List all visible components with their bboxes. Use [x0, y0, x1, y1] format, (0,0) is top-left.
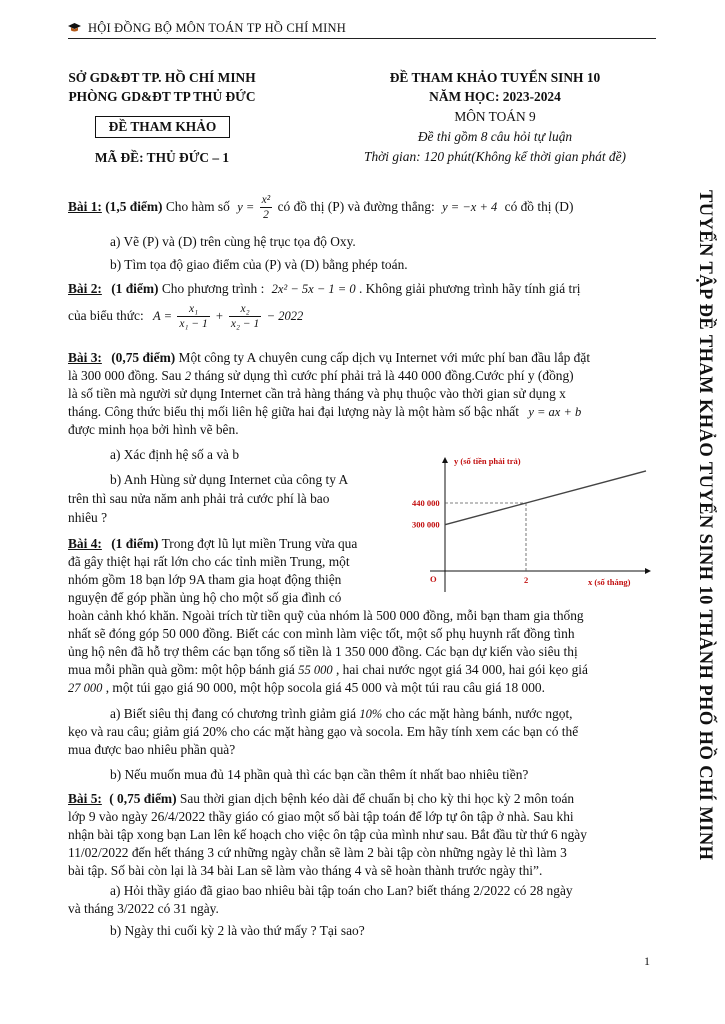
bai4-part-a-1 — [110, 705, 573, 723]
bai1-points: (1,5 điểm) — [105, 199, 163, 215]
bai2-f1-den: x₁ − 1 — [179, 317, 208, 330]
bai4-line-1 — [68, 535, 357, 552]
bai4-part-b: b) Nếu muốn mua đủ 14 phần quà thì các bạn cần thêm ít nhất bao nhiêu tiền? — [110, 767, 529, 782]
bai3-text-2b: tháng sử dụng thì cước phí phải trả là 440 000 đồng.Cước phí y (đồng) — [194, 368, 574, 383]
bai2-expression — [68, 302, 303, 331]
bai2-text-2: . Không giải phương trình hãy tính giá trị — [358, 281, 581, 296]
bai4-a-text-1: a) Biết siêu thị đang có chương trình giảm giá — [110, 706, 357, 721]
page-number: 1 — [644, 954, 650, 968]
reference-exam-box: ĐỀ THAM KHẢO — [95, 116, 230, 138]
bai2-statement — [68, 280, 580, 298]
bai1-line-equation: y = −x + 4 — [442, 200, 498, 215]
bai5-line-4: 11/02/2022 đến hết tháng 3 cứ những ngày chẵn sẽ làm 2 bài tập còn những ngày lẻ thì làm 3 — [68, 845, 567, 860]
bai1-text-1: Cho hàm số — [165, 199, 230, 215]
bai4-line-7: ủng hộ nên đã hỗ trợ thêm các bạn tổng số tiền là 1 350 000 đồng. Các bạn dự kiến vào siêu thị — [68, 644, 578, 659]
origin-label: O — [430, 574, 437, 584]
bai1-fn-lhs: y = — [237, 200, 255, 215]
bai5-part-b: b) Ngày thi cuối kỳ 2 là vào thứ mấy ? Tại sao? — [110, 923, 365, 938]
bai1-frac-num: x² — [261, 194, 271, 206]
vertical-collection-title: TUYỂN TẬP ĐỀ THAM KHẢO TUYỂN SINH 10 THÀNH PHỐ HỒ CHÍ MINH — [695, 190, 715, 861]
bai1-fraction — [260, 194, 273, 222]
bai2-fraction-2 — [229, 303, 261, 331]
bai3-text-4a: tháng. Công thức biểu thị mối liên hệ giữa hai đại lượng này là một hàm số bậc nhất — [68, 404, 519, 419]
bai3-line-1 — [68, 349, 590, 366]
bai4-text-1: Trong đợt lũ lụt miền Trung vừa qua — [161, 536, 358, 551]
x-axis-label: x (số tháng) — [588, 577, 631, 587]
bai1-text-2: có đồ thị (P) và đường thẳng: — [277, 199, 435, 215]
bai3-linear-eq: y = ax + b — [528, 405, 582, 419]
bai3-part-b-1: b) Anh Hùng sử dụng Internet của công ty A — [110, 472, 349, 487]
bai1-part-a: a) Vẽ (P) và (D) trên cùng hệ trục tọa độ Oxy. — [110, 234, 356, 249]
bai4-points: (1 điểm) — [111, 536, 159, 551]
bai4-line-4: nguyện để góp phần ủng hộ cho một số gia đình có — [68, 590, 342, 605]
bai1-part-b: b) Tìm tọa độ giao điểm của (P) và (D) bằng phép toán. — [110, 257, 408, 272]
bai2-text-3: của biểu thức: — [68, 308, 144, 323]
bai4-line-2: đã gây thiệt hại rất lớn cho các tỉnh miền Trung, một — [68, 554, 350, 569]
bai2-label: Bài 2: — [68, 281, 102, 296]
bai3-months: 2 — [184, 369, 192, 383]
bai4-discount: 10% — [359, 707, 383, 721]
bai1-statement — [68, 194, 573, 222]
bai3-part-b-2: trên thì sau nửa năm anh phải trả cước phí là bao — [68, 491, 330, 506]
graduation-cap-icon — [68, 22, 81, 34]
bai5-line-5: bài tập. Số bài còn lại là 34 bài Lan sẽ làm vào tháng 4 và sẽ hoàn thành trước ngày thi”. — [68, 863, 543, 878]
bai4-line-9 — [68, 679, 545, 697]
bai4-line-6: nhất sẽ đóng góp 50 000 đồng. Biết các con mình làm việc tốt, một số phụ huynh rất đồng tình — [68, 626, 575, 641]
x-tick-2: 2 — [524, 575, 529, 585]
bai4-part-a-3: mua được bao nhiêu phần quà? — [68, 742, 236, 757]
bai3-line-4 — [68, 403, 581, 421]
bai4-text-9b: , một túi gạo giá 90 000, một hộp socola giá 45 000 và một túi rau câu giá 18 000. — [105, 680, 545, 695]
bai3-line-5: được minh họa bởi hình vẽ bên. — [68, 422, 239, 437]
bai2-points: (1 điểm) — [111, 281, 159, 296]
bai1-label: Bài 1: — [68, 199, 102, 215]
bai4-text-8b: , hai chai nước ngọt giá 34 000, hai gói kẹo giá — [335, 662, 588, 677]
bai2-fraction-1 — [177, 303, 209, 331]
bai2-f2-num: x₂ — [229, 303, 261, 317]
cost-graph-svg — [410, 452, 658, 602]
y-tick-300000: 300 000 — [412, 519, 440, 530]
bai1-frac-den: 2 — [263, 209, 269, 221]
bai2-equation: 2x² − 5x − 1 = 0 — [271, 282, 356, 296]
bai3-label: Bài 3: — [68, 350, 102, 365]
exam-code: MÃ ĐỀ: THỦ ĐỨC – 1 — [94, 150, 230, 165]
bai4-label: Bài 4: — [68, 536, 102, 551]
bai5-part-a-2: và tháng 3/2022 có 31 ngày. — [68, 901, 219, 916]
bai2-f1-num: x₁ — [177, 303, 209, 317]
bai4-text-8a: mua mỗi phần quà gồm: một hộp bánh giá — [68, 662, 295, 677]
bai2-plus: + — [215, 309, 224, 323]
bai4-cake-price: 55 000 — [298, 663, 333, 677]
y-tick-440000: 440 000 — [412, 498, 440, 508]
bai5-points: ( 0,75 điểm) — [109, 791, 177, 806]
bai3-points: (0,75 điểm) — [111, 350, 176, 365]
bai4-candy-price: 27 000 — [68, 681, 103, 695]
dept-line-1: SỞ GD&ĐT TP. HỒ CHÍ MINH — [68, 70, 256, 85]
running-header — [68, 20, 656, 39]
bai5-line-3: nhận bài tập xong bạn Lan lên kế hoạch cho việc ôn tập của mình như sau. Bắt đầu từ thứ 6 ngày — [68, 827, 587, 842]
y-axis-label: y (số tiền phải trả) — [454, 456, 521, 466]
bai4-line-8 — [68, 661, 588, 679]
exam-time: Thời gian: 120 phút(Không kể thời gian phát đề) — [364, 149, 626, 164]
header-org: HỘI ĐỒNG BỘ MÔN TOÁN TP HỒ CHÍ MINH — [88, 21, 346, 35]
bai4-line-5: hoàn cảnh khó khăn. Ngoài trích từ tiền quỹ của nhóm là 500 000 đồng, mỗi bạn tham gia thống — [68, 608, 584, 623]
dept-line-2: PHÒNG GD&ĐT TP THỦ ĐỨC — [68, 89, 256, 104]
bai2-tail: − 2022 — [266, 309, 304, 323]
cost-line — [445, 471, 646, 525]
bai2-a-lhs: A = — [153, 309, 173, 323]
school-year: NĂM HỌC: 2023-2024 — [429, 89, 561, 104]
exam-note: Đề thi gồm 8 câu hỏi tự luận — [417, 129, 573, 144]
exam-title: ĐỀ THAM KHẢO TUYỂN SINH 10 — [389, 70, 601, 85]
bai4-line-3: nhóm gồm 18 bạn lớp 9A tham gia hoạt động thiện — [68, 572, 342, 587]
cost-graph — [410, 452, 658, 602]
bai2-text-1: Cho phương trình : — [161, 281, 265, 296]
bai3-line-3: là số tiền mà người sử dụng Internet cần trả hàng tháng và phụ thuộc vào thời gian sử dụng x — [68, 386, 566, 401]
bai3-part-b-3: nhiêu ? — [68, 510, 108, 525]
bai5-text-1: Sau thời gian dịch bệnh kéo dài để chuẩn bị cho kỳ thi học kỳ 2 môn toán — [179, 791, 575, 806]
bai3-text-2a: là 300 000 đồng. Sau — [68, 368, 182, 383]
bai3-line-2 — [68, 367, 574, 385]
bai4-part-a-2: kẹo và rau câu; giảm giá 20% cho các mặt hàng gạo và socola. Em hãy tính xem các bạn có thể — [68, 724, 579, 739]
bai3-text-1: Một công ty A chuyên cung cấp dịch vụ Internet với mức phí ban đầu lắp đặt — [178, 350, 591, 365]
bai3-part-a: a) Xác định hệ số a và b — [110, 447, 240, 462]
bai2-f2-den: x₂ − 1 — [230, 317, 260, 330]
subject: MÔN TOÁN 9 — [454, 109, 536, 124]
bai5-line-1 — [68, 790, 574, 807]
bai5-label: Bài 5: — [68, 791, 102, 806]
bai5-part-a-1: a) Hỏi thầy giáo đã giao bao nhiêu bài tập toán cho Lan? biết tháng 2/2022 có 28 ngày — [110, 883, 573, 898]
bai1-text-3: có đồ thị (D) — [504, 199, 574, 215]
bai4-a-text-2: cho các mặt hàng bánh, nước ngọt, — [385, 706, 573, 721]
bai5-line-2: lớp 9 vào ngày 26/4/2022 thầy giáo có giao một số bài tập toán để lớp tự ôn tập ở nhà. Sau khi — [68, 809, 574, 824]
